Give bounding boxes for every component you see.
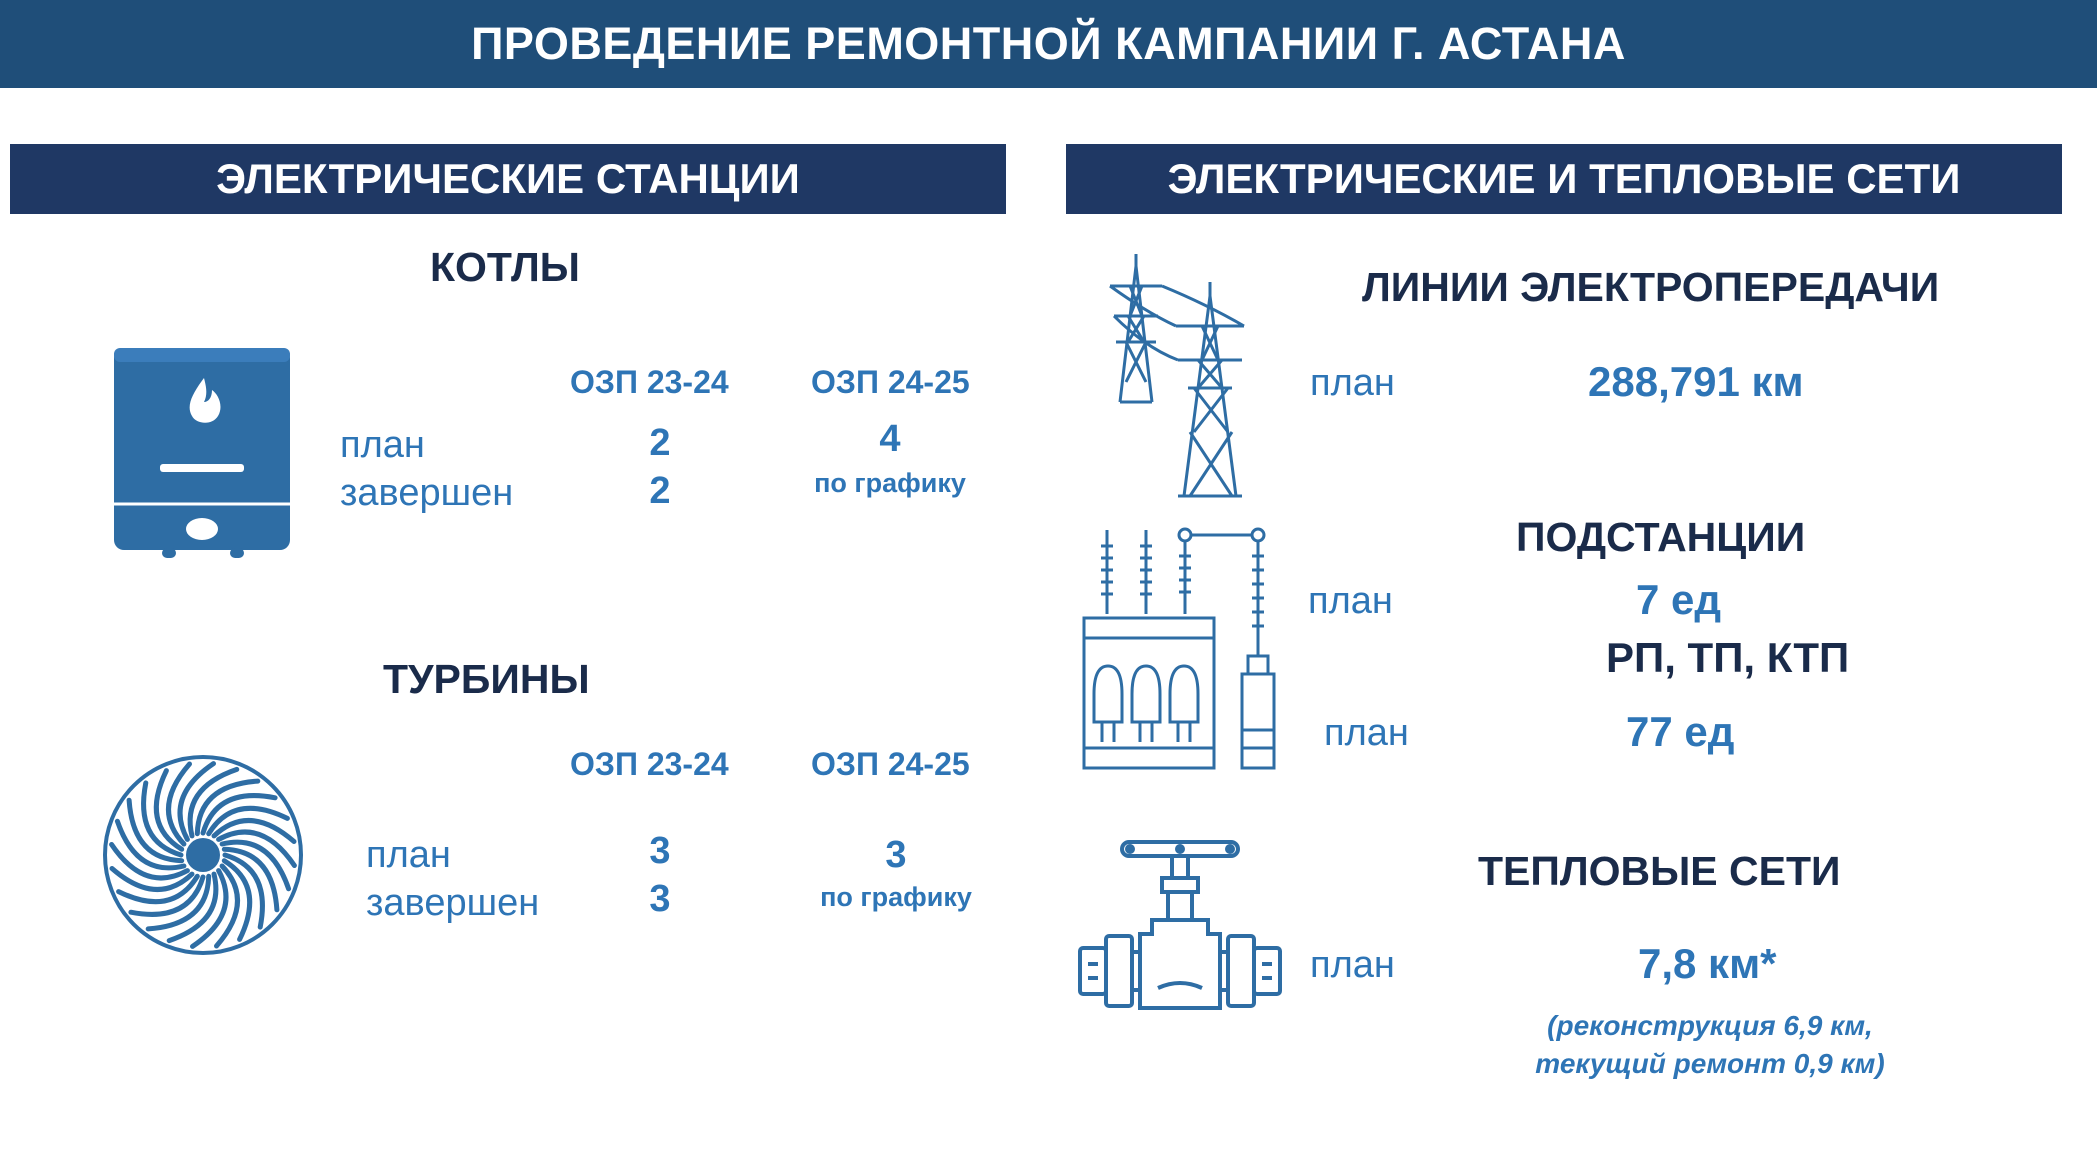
turbines-col-ozp-23-24: ОЗП 23-24	[570, 746, 729, 782]
heat-networks-note-line-1: (реконструкция 6,9 км,	[1547, 1010, 1873, 1041]
turbines-label-plan: план	[366, 834, 451, 876]
section-header-networks: ЭЛЕКТРИЧЕСКИЕ И ТЕПЛОВЫЕ СЕТИ	[1066, 144, 2062, 214]
turbines-24-25-note: по графику	[820, 882, 972, 912]
substations-value-1: 7 ед	[1636, 576, 1722, 623]
boilers-label-done: завершен	[340, 472, 514, 514]
boilers-24-25-plan: 4	[879, 418, 901, 460]
boilers-col-ozp-23-24: ОЗП 23-24	[570, 364, 729, 400]
power-lines-label-plan: план	[1310, 362, 1395, 404]
substation-icon	[1082, 526, 1280, 770]
boilers-col-ozp-24-25: ОЗП 24-25	[811, 364, 970, 400]
heat-networks-value: 7,8 км*	[1638, 940, 1777, 987]
pipe-valve-icon	[1078, 838, 1282, 1014]
substations-subheading: РП, ТП, КТП	[1606, 634, 1850, 681]
section-header-stations: ЭЛЕКТРИЧЕСКИЕ СТАНЦИИ	[10, 144, 1006, 214]
substations-heading: ПОДСТАНЦИИ	[1516, 514, 1806, 560]
turbines-23-24-plan: 3	[649, 830, 671, 872]
heat-networks-note-line-2: текущий ремонт 0,9 км)	[1535, 1048, 1885, 1079]
heat-networks-label-plan: план	[1310, 944, 1395, 986]
power-lines-value: 288,791 км	[1588, 358, 1804, 405]
boilers-heading: КОТЛЫ	[430, 244, 580, 290]
substations-label-plan-2: план	[1324, 712, 1409, 754]
boilers-23-24-plan: 2	[649, 422, 671, 464]
boilers-23-24-done: 2	[649, 470, 671, 512]
substations-label-plan-1: план	[1308, 580, 1393, 622]
power-tower-icon	[1106, 252, 1256, 500]
boiler-icon	[112, 346, 294, 560]
power-lines-heading: ЛИНИИ ЭЛЕКТРОПЕРЕДАЧИ	[1362, 264, 1940, 310]
turbine-icon	[100, 752, 306, 958]
turbines-23-24-done: 3	[649, 878, 671, 920]
turbines-24-25-plan: 3	[885, 834, 907, 876]
page-title: ПРОВЕДЕНИЕ РЕМОНТНОЙ КАМПАНИИ Г. АСТАНА	[0, 0, 2097, 88]
boilers-label-plan: план	[340, 424, 425, 466]
turbines-heading: ТУРБИНЫ	[383, 656, 590, 702]
turbines-col-ozp-24-25: ОЗП 24-25	[811, 746, 970, 782]
heat-networks-heading: ТЕПЛОВЫЕ СЕТИ	[1478, 848, 1841, 894]
boilers-24-25-note: по графику	[814, 468, 966, 498]
turbines-label-done: завершен	[366, 882, 540, 924]
substations-value-2: 77 ед	[1626, 708, 1735, 755]
